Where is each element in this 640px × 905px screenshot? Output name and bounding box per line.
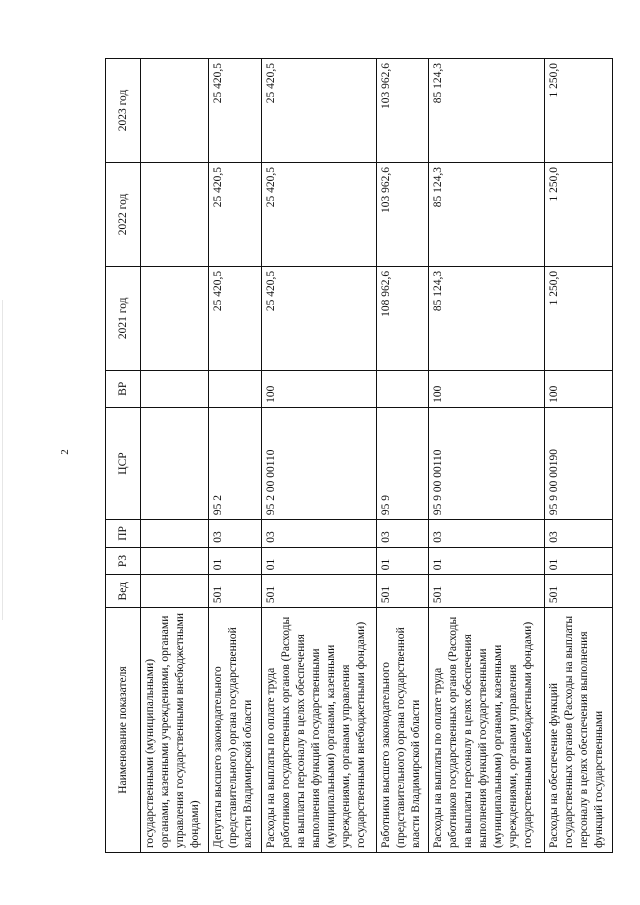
header-2023: 2023 год: [106, 59, 141, 163]
cell-rz: 01: [429, 547, 544, 575]
budget-table: [105, 58, 613, 853]
table-row: [141, 59, 209, 853]
header-2022: 2022 год: [106, 162, 141, 266]
rotated-table-container: [105, 58, 613, 853]
cell-2022: 85 124,3: [429, 162, 544, 266]
table-row: [429, 59, 544, 853]
cell-vr: 100: [429, 370, 544, 407]
table-row: [376, 59, 428, 853]
cell-ved: [141, 575, 209, 608]
cell-2023: 103 962,6: [376, 59, 428, 163]
cell-rz: 01: [209, 547, 261, 575]
table-header-row: [106, 59, 141, 853]
cell-ved: 501: [376, 575, 428, 608]
cell-2021: 108 962,6: [376, 266, 428, 370]
cell-csr: 95 9 00 00110: [429, 407, 544, 519]
cell-pr: 03: [261, 520, 376, 548]
cell-name: Расходы на выплаты по оплате труда работников государственных органов (Расходы на выплаты персоналу в целях обеспечения выполнения функций государственными (муниципальными) органами, казенными учреждениями, органами управления государственными внебюджетными фондами): [429, 608, 544, 853]
header-vr: ВР: [106, 370, 141, 407]
cell-csr: [141, 407, 209, 519]
cell-rz: 01: [376, 547, 428, 575]
header-pr: ПР: [106, 520, 141, 548]
header-name: Наименование показателя: [106, 608, 141, 853]
cell-pr: 03: [376, 520, 428, 548]
cell-pr: 03: [429, 520, 544, 548]
cell-csr: 95 9 00 00190: [544, 407, 612, 519]
cell-rz: 01: [261, 547, 376, 575]
page-number: 2: [58, 449, 71, 455]
cell-2021: [141, 266, 209, 370]
cell-rz: 01: [544, 547, 612, 575]
cell-vr: [141, 370, 209, 407]
cell-csr: 95 2 00 00110: [261, 407, 376, 519]
cell-ved: 501: [429, 575, 544, 608]
cell-pr: [141, 520, 209, 548]
budget-table-frame: [105, 58, 613, 853]
cell-name: Расходы на выплаты по оплате труда работников государственных органов (Расходы на выплаты персоналу в целях обеспечения выполнения функций государственными (муниципальными) органами, казенными учреждениями, органами управления государственными внебюджетными фондами): [261, 608, 376, 853]
cell-vr: [376, 370, 428, 407]
cell-2023: 1 250,0: [544, 59, 612, 163]
cell-pr: 03: [209, 520, 261, 548]
cell-vr: 100: [544, 370, 612, 407]
cell-2021: 1 250,0: [544, 266, 612, 370]
cell-2021: 85 124,3: [429, 266, 544, 370]
cell-csr: 95 2: [209, 407, 261, 519]
cell-2022: 103 962,6: [376, 162, 428, 266]
cell-2021: 25 420,5: [209, 266, 261, 370]
cell-2021: 25 420,5: [261, 266, 376, 370]
header-ved: Вед: [106, 575, 141, 608]
cell-csr: 95 9: [376, 407, 428, 519]
cell-2022: [141, 162, 209, 266]
cell-ved: 501: [544, 575, 612, 608]
cell-vr: [209, 370, 261, 407]
cell-ved: 501: [261, 575, 376, 608]
cell-name: государственными (муниципальными) органами, казенными учреждениями, органами управления государственными внебюджетными фондами): [141, 608, 209, 853]
cell-pr: 03: [544, 520, 612, 548]
table-row: [261, 59, 376, 853]
cell-vr: 100: [261, 370, 376, 407]
cell-name: Расходы на обеспечение функций государственных органов (Расходы на выплаты персоналу в целях обеспечения выполнения функций государственными: [544, 608, 612, 853]
cell-name: Депутаты высшего законодательного (представительного) органа государственной власти Владимирской области: [209, 608, 261, 853]
table-row: [544, 59, 612, 853]
cell-2023: [141, 59, 209, 163]
header-rz: РЗ: [106, 547, 141, 575]
cell-2023: 25 420,5: [209, 59, 261, 163]
cell-2023: 25 420,5: [261, 59, 376, 163]
cell-ved: 501: [209, 575, 261, 608]
cell-2022: 1 250,0: [544, 162, 612, 266]
table-row: [209, 59, 261, 853]
cell-2022: 25 420,5: [261, 162, 376, 266]
header-csr: ЦСР: [106, 407, 141, 519]
cell-2023: 85 124,3: [429, 59, 544, 163]
cell-2022: 25 420,5: [209, 162, 261, 266]
header-2021: 2021 год: [106, 266, 141, 370]
cell-rz: [141, 547, 209, 575]
cell-name: Работники высшего законодательного (представительного) органа государственной власти Владимирской области: [376, 608, 428, 853]
scan-edge-mark: [2, 300, 3, 620]
